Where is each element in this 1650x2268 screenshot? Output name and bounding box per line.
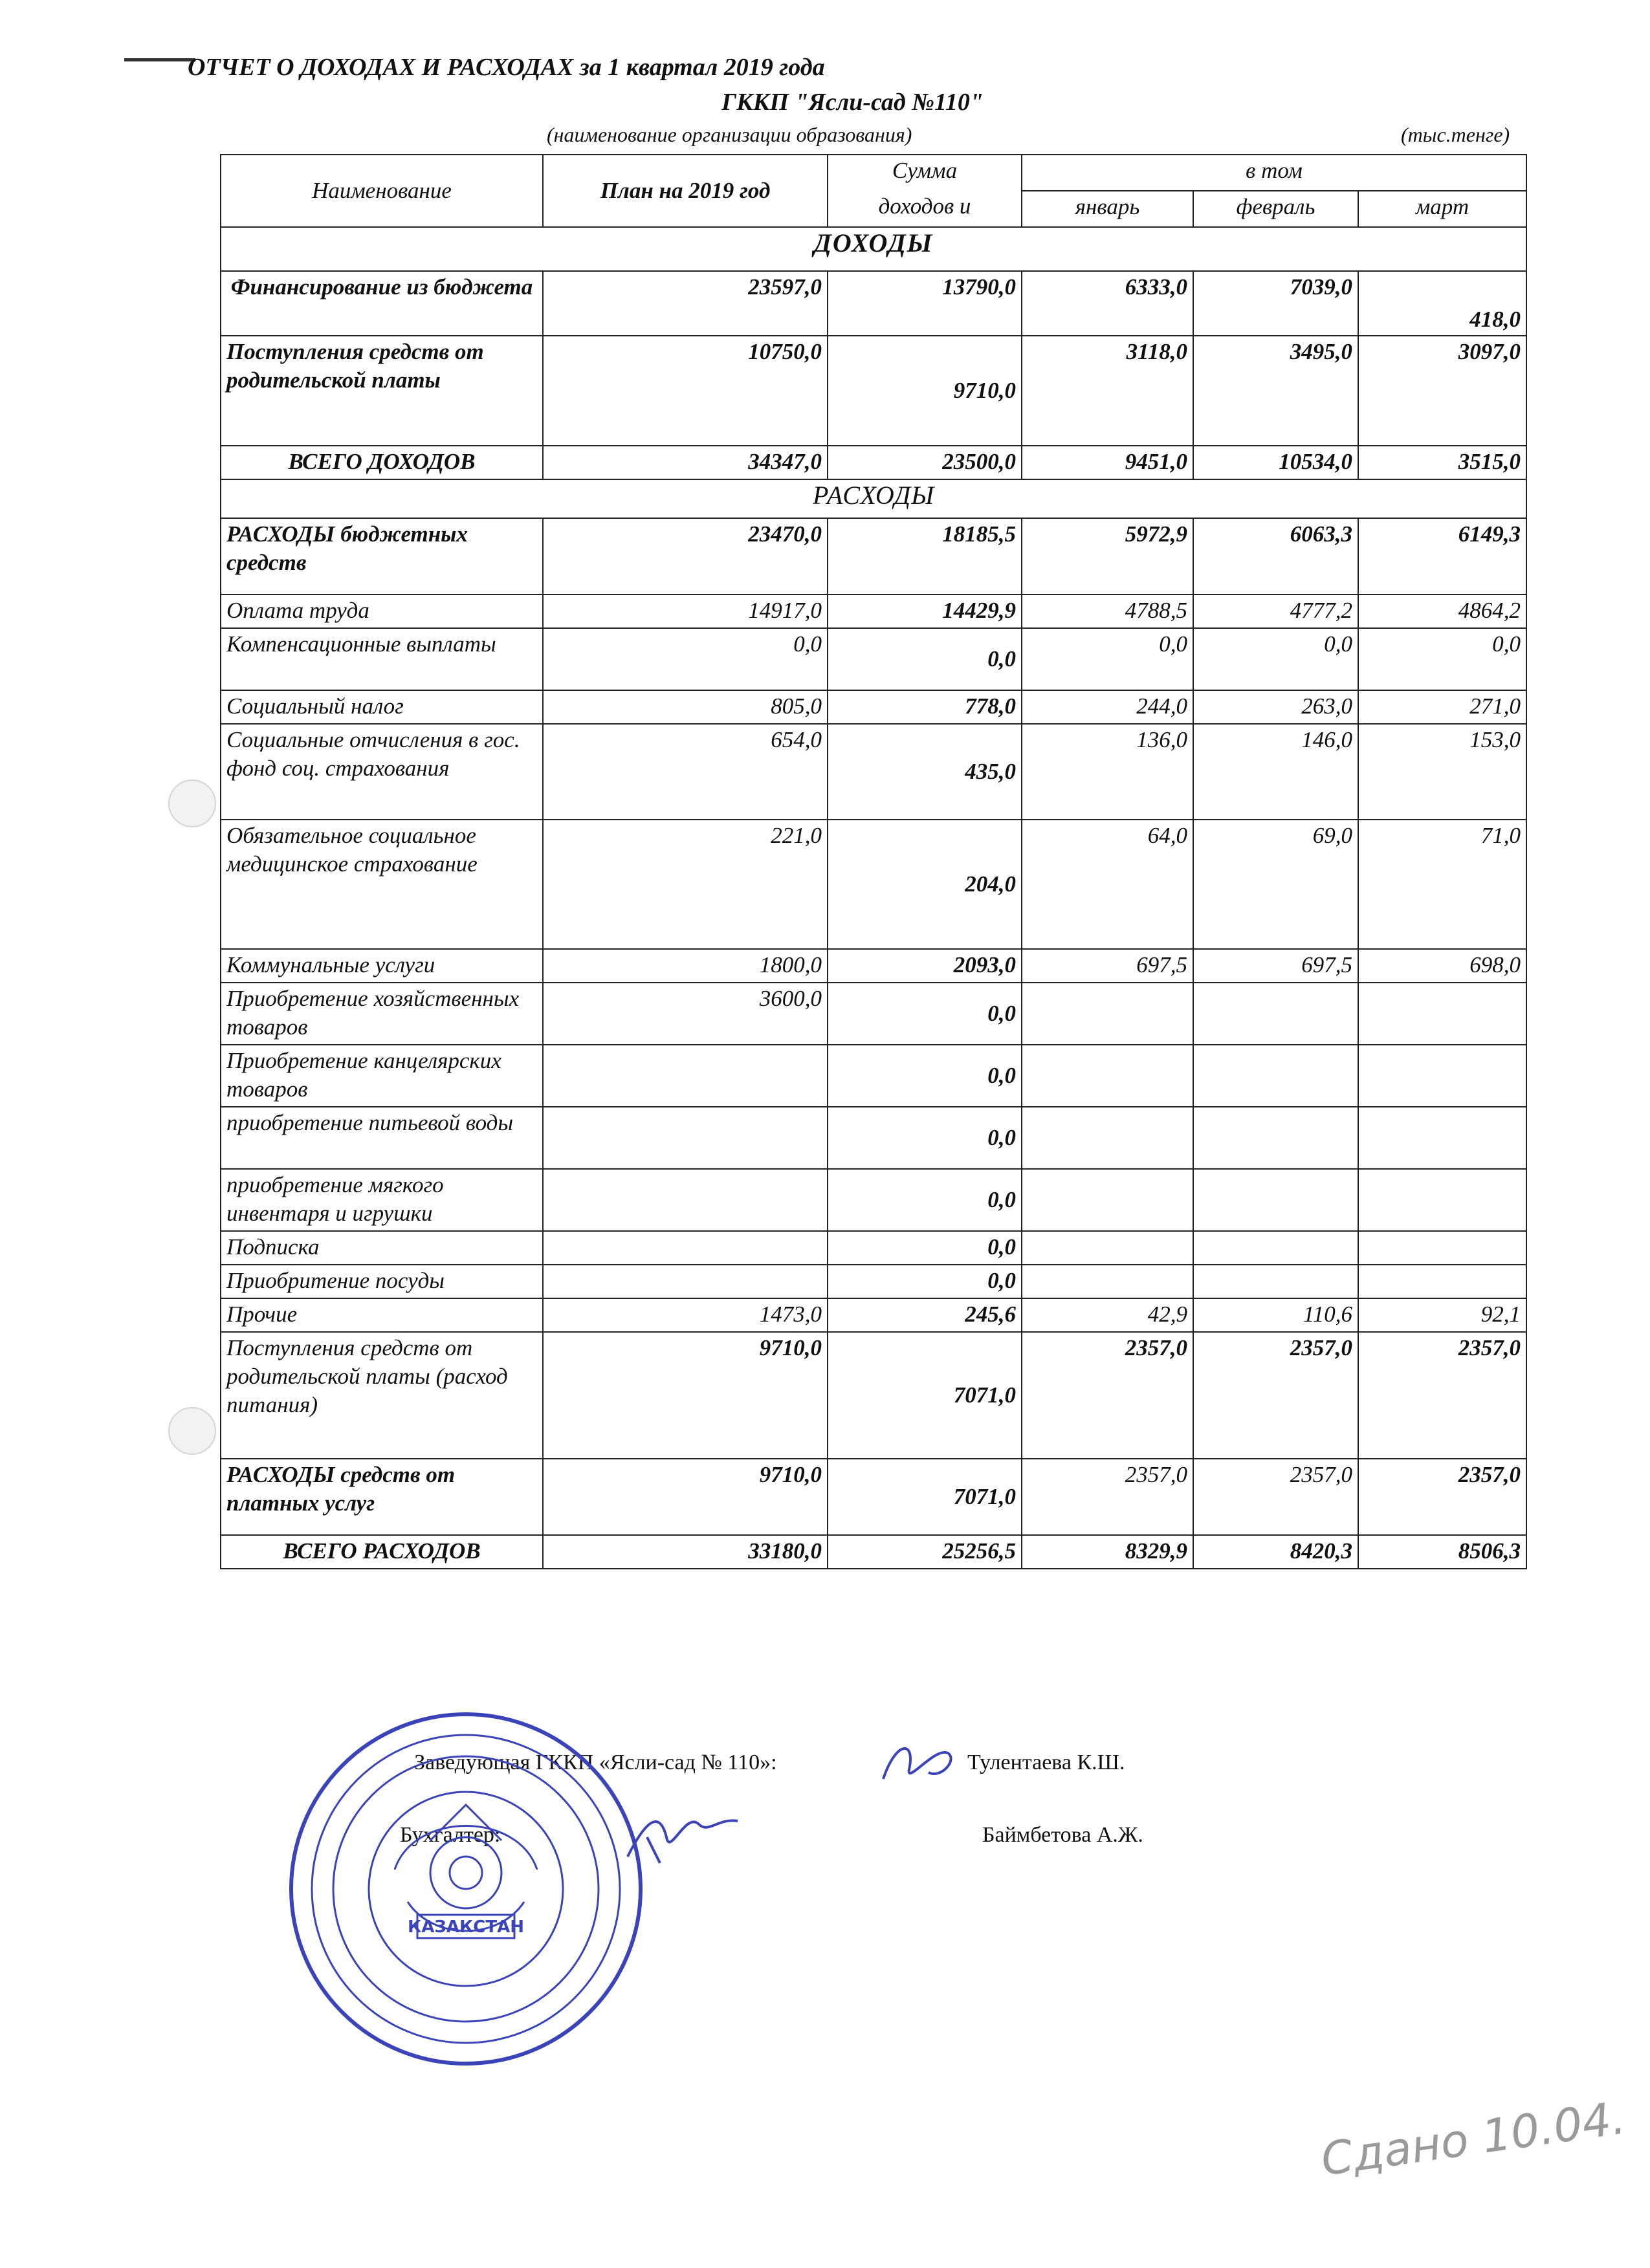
header-sum: Сумма [828,155,1022,191]
cell-name: Приобретение хозяйственных товаров [221,983,543,1045]
cell-name: Социальный налог [221,690,543,724]
expense-row-parent-fees-food [221,1332,1526,1459]
cell-feb: 0,0 [1193,628,1358,690]
cell-mar [1358,1169,1526,1231]
cell-jan: 9451,0 [1022,446,1193,479]
cell-mar: 2357,0 [1358,1459,1526,1535]
cell-jan: 697,5 [1022,949,1193,983]
cell-name: Коммунальные услуги [221,949,543,983]
cell-name: приобретение мягкого инвентаря и игрушки [221,1169,543,1231]
header-name: Наименование [221,155,543,227]
cell-jan [1022,1265,1193,1298]
cell-mar: 8506,3 [1358,1535,1526,1569]
cell-plan: 0,0 [543,628,828,690]
expense-row-other [221,1298,1526,1332]
cell-jan: 8329,9 [1022,1535,1193,1569]
cell-mar: 698,0 [1358,949,1526,983]
organization-caption: (наименование организации образования) [547,123,912,146]
cell-jan: 6333,0 [1022,271,1193,336]
cell-mar: 71,0 [1358,820,1526,949]
cell-name: Обязательное социальное медицинское страхование [221,820,543,949]
expense-row-budget-expenses [221,518,1526,594]
cell-name: РАСХОДЫ бюджетных средств [221,518,543,594]
cell-feb: 697,5 [1193,949,1358,983]
cell-plan: 10750,0 [543,336,828,446]
cell-plan: 33180,0 [543,1535,828,1569]
cell-sum: 7071,0 [828,1332,1022,1459]
cell-jan [1022,1169,1193,1231]
cell-mar: 6149,3 [1358,518,1526,594]
cell-plan: 34347,0 [543,446,828,479]
cell-jan [1022,1231,1193,1265]
cell-plan: 9710,0 [543,1332,828,1459]
income-row-parent-fees [221,336,1526,446]
cell-mar: 3515,0 [1358,446,1526,479]
cell-mar: 0,0 [1358,628,1526,690]
header-plan: План на 2019 год [543,155,828,227]
cell-plan [543,1045,828,1107]
cell-jan: 2357,0 [1022,1332,1193,1459]
cell-feb [1193,1045,1358,1107]
cell-sum: 0,0 [828,983,1022,1045]
accountant-name: Баймбетова А.Ж. [982,1823,1143,1847]
expense-row-paid-services-expenses [221,1459,1526,1535]
cell-jan: 2357,0 [1022,1459,1193,1535]
header-sum-line2: доходов и [828,191,1022,227]
cell-plan: 1473,0 [543,1298,828,1332]
income-section-header: ДОХОДЫ [221,227,1526,271]
cell-jan: 0,0 [1022,628,1193,690]
cell-mar [1358,1045,1526,1107]
official-seal [285,1708,647,2070]
head-signature-label: Заведующая ГККП «Ясли-сад № 110»: [414,1750,777,1774]
cell-jan: 4788,5 [1022,594,1193,628]
svg-text:КАЗАКСТАН: КАЗАКСТАН [408,1917,524,1937]
cell-feb: 110,6 [1193,1298,1358,1332]
punch-hole-bottom [168,1407,216,1455]
cell-plan: 1800,0 [543,949,828,983]
cell-name: приобретение питьевой воды [221,1107,543,1169]
cell-name: Приобретение канцелярских товаров [221,1045,543,1107]
cell-feb [1193,983,1358,1045]
expense-row-dishes [221,1265,1526,1298]
expense-section-header: РАСХОДЫ [221,479,1526,518]
cell-mar: 92,1 [1358,1298,1526,1332]
cell-name: Социальные отчисления в гос. фонд соц. страхования [221,724,543,820]
cell-jan: 42,9 [1022,1298,1193,1332]
cell-feb: 2357,0 [1193,1459,1358,1535]
cell-feb: 69,0 [1193,820,1358,949]
cell-feb: 7039,0 [1193,271,1358,336]
cell-mar: 271,0 [1358,690,1526,724]
accountant-label: Бухгалтер: [400,1823,501,1847]
cell-sum: 0,0 [828,1265,1022,1298]
cell-mar [1358,983,1526,1045]
header-including: в том [1022,155,1526,191]
expense-row-office-supplies [221,1045,1526,1107]
expense-row-subscription [221,1231,1526,1265]
expense-row-household-goods [221,983,1526,1045]
head-name: Тулентаева К.Ш. [967,1750,1125,1774]
cell-sum: 7071,0 [828,1459,1022,1535]
expense-row-salary [221,594,1526,628]
cell-mar: 153,0 [1358,724,1526,820]
cell-feb [1193,1231,1358,1265]
cell-plan: 14917,0 [543,594,828,628]
cell-sum: 18185,5 [828,518,1022,594]
cell-feb: 2357,0 [1193,1332,1358,1459]
cell-name: РАСХОДЫ средств от платных услуг [221,1459,543,1535]
cell-feb: 146,0 [1193,724,1358,820]
cell-name: ВСЕГО ДОХОДОВ [221,446,543,479]
cell-feb [1193,1265,1358,1298]
cell-sum: 25256,5 [828,1535,1022,1569]
report-title: ОТЧЕТ О ДОХОДАХ И РАСХОДАХ за 1 квартал 2019 года [188,54,825,81]
cell-sum: 2093,0 [828,949,1022,983]
cell-sum: 245,6 [828,1298,1022,1332]
handwritten-note: Сдано 10.04. [1317,2091,1629,2186]
expense-row-social-contributions [221,724,1526,820]
cell-sum: 0,0 [828,1107,1022,1169]
income-total-row [221,446,1526,479]
expense-row-utilities [221,949,1526,983]
cell-feb [1193,1107,1358,1169]
cell-plan [543,1107,828,1169]
cell-feb: 6063,3 [1193,518,1358,594]
cell-jan [1022,1107,1193,1169]
cell-plan: 23470,0 [543,518,828,594]
units-label: (тыс.тенге) [1401,123,1510,146]
cell-mar: 2357,0 [1358,1332,1526,1459]
expense-row-medical-insurance [221,820,1526,949]
cell-name: ВСЕГО РАСХОДОВ [221,1535,543,1569]
income-expense-table [220,154,1527,1569]
edge-mark [124,58,195,61]
cell-mar: 418,0 [1358,271,1526,336]
cell-name: Оплата труда [221,594,543,628]
expense-row-compensation [221,628,1526,690]
header-january: январь [1022,191,1193,227]
cell-plan: 654,0 [543,724,828,820]
cell-plan [543,1169,828,1231]
cell-mar [1358,1107,1526,1169]
cell-jan [1022,1045,1193,1107]
cell-mar [1358,1231,1526,1265]
cell-plan [543,1265,828,1298]
cell-plan: 805,0 [543,690,828,724]
cell-name: Подписка [221,1231,543,1265]
cell-name: Приобритение посуды [221,1265,543,1298]
cell-feb: 4777,2 [1193,594,1358,628]
cell-sum: 0,0 [828,1045,1022,1107]
cell-plan: 9710,0 [543,1459,828,1535]
cell-sum: 435,0 [828,724,1022,820]
cell-feb: 8420,3 [1193,1535,1358,1569]
cell-feb: 3495,0 [1193,336,1358,446]
cell-name: Компенсационные выплаты [221,628,543,690]
expense-total-row [221,1535,1526,1569]
cell-sum: 0,0 [828,628,1022,690]
cell-name: Поступления средств от родительской платы [221,336,543,446]
organization-title: ГККП "Ясли-сад №110" [721,89,984,116]
cell-plan [543,1231,828,1265]
punch-hole-top [168,780,216,827]
cell-jan: 64,0 [1022,820,1193,949]
cell-jan: 244,0 [1022,690,1193,724]
cell-plan: 23597,0 [543,271,828,336]
cell-plan: 3600,0 [543,983,828,1045]
cell-mar: 3097,0 [1358,336,1526,446]
cell-name: Поступления средств от родительской платы (расход питания) [221,1332,543,1459]
cell-jan: 5972,9 [1022,518,1193,594]
cell-sum: 778,0 [828,690,1022,724]
cell-sum: 0,0 [828,1169,1022,1231]
cell-jan [1022,983,1193,1045]
cell-sum: 14429,9 [828,594,1022,628]
header-march: март [1358,191,1526,227]
cell-jan: 136,0 [1022,724,1193,820]
cell-mar: 4864,2 [1358,594,1526,628]
header-february: февраль [1193,191,1358,227]
head-signature [877,1734,961,1792]
cell-plan: 221,0 [543,820,828,949]
cell-feb: 263,0 [1193,690,1358,724]
cell-feb [1193,1169,1358,1231]
cell-sum: 204,0 [828,820,1022,949]
cell-name: Прочие [221,1298,543,1332]
cell-feb: 10534,0 [1193,446,1358,479]
expense-row-social-tax [221,690,1526,724]
expense-row-drinking-water [221,1107,1526,1169]
cell-sum: 0,0 [828,1231,1022,1265]
cell-name: Финансирование из бюджета [221,271,543,336]
cell-sum: 9710,0 [828,336,1022,446]
expense-row-soft-inventory [221,1169,1526,1231]
cell-sum: 13790,0 [828,271,1022,336]
cell-jan: 3118,0 [1022,336,1193,446]
cell-mar [1358,1265,1526,1298]
cell-sum: 23500,0 [828,446,1022,479]
income-row-budget [221,271,1526,336]
